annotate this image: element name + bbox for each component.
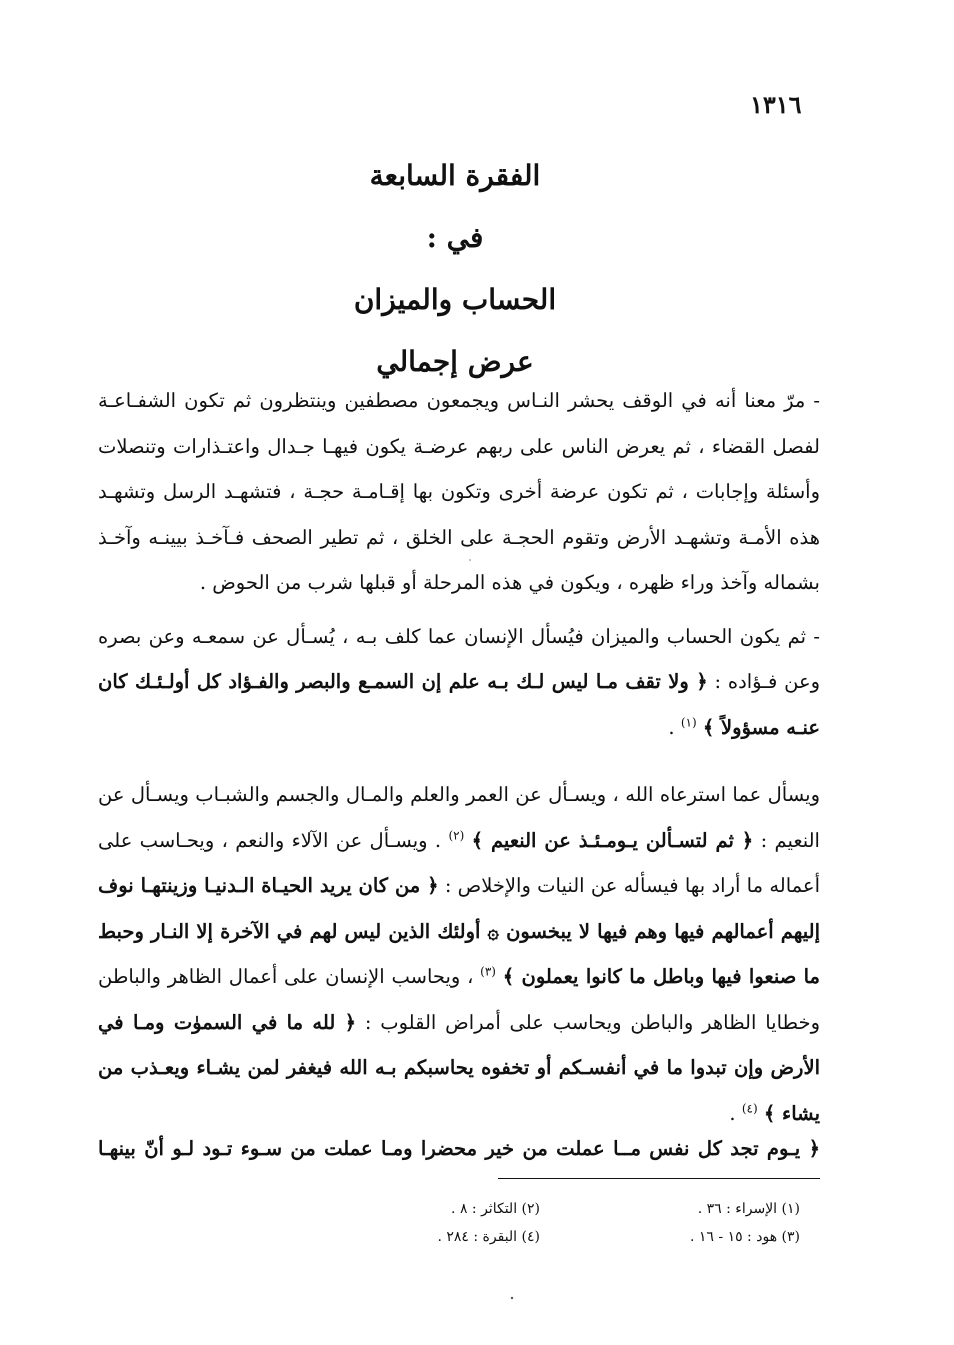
- footnote-row: [280, 1223, 800, 1251]
- paragraph-text: ، ويحاسب الإنسان على أعمال الظاهر والباطن وخطايا الظاهر والباطن ويحاسب على أمراض القلوب :: [98, 965, 820, 1034]
- footnote-3: (٣) هود : ١٥ - ١٦ .: [689, 1229, 800, 1245]
- sentence-end: .: [668, 715, 675, 739]
- quran-quote: ﴿ لله ما في السموٰت ومـا في الأرض وإن تبدوا ما في أنفسـكم أو تخفوه يحاسبكم بـه الله فيغفر لمن يشـاء ويعـذب من يشاء ﴾: [98, 1010, 820, 1125]
- footnote-2: (٢) التكاثر : ٨ .: [451, 1201, 540, 1217]
- quran-quote-continued: ﴿ يـوم تجد كل نفس مــا عملت من خير محضرا ومـا عملت من سـوء تـود لـو أنّ بينهـا: [98, 1137, 820, 1160]
- page-number: ١٣١٦: [750, 90, 802, 119]
- paragraph-text: ويسأل عما استرعاه الله ، ويسـأل عن العمر والعلم والمـال والجسم والشبـاب ويسـأل عن النعيم :: [98, 783, 820, 852]
- footnote-divider: [498, 1178, 820, 1179]
- footnote-1: (١) الإسراء : ٣٦ .: [697, 1201, 800, 1217]
- footnote-ref: (٢): [448, 828, 465, 842]
- sentence-end: .: [729, 1101, 736, 1125]
- quran-quote: ﴿ من كان يريد الحيـاة الـدنيـا وزينتهـا نوف إليهم أعمالهم فيها وهم فيها لا يبخسون ۞ أولئك الذين ليس لهم في الآخرة إلا النـار وحبط ما صنعوا فيها وباطل ما كانوا يعملون ﴾: [98, 874, 821, 988]
- footnote-ref: (١): [680, 715, 697, 729]
- footnote-ref: (٣): [480, 964, 496, 979]
- quran-quote: ﴿ ولا تقف مـا ليس لـك بـه علم إن السمـع والبصر والفـؤاد كل أولـئـك كان عنـه مسؤولاً ﴾: [98, 670, 820, 739]
- heading-topic: الحساب والميزان: [353, 283, 557, 316]
- quran-quote: ﴿ ثم لتسـألن يـومـئـذ عن النعيم ﴾: [471, 828, 754, 852]
- heading-in: في :: [426, 221, 484, 254]
- body-text: [98, 378, 820, 1136]
- paragraph-intro: - مرّ معنا أنه في الوقف يحشر النـاس ويجمعون مصطفين وينتظرون ثم تكون الشفـاعـة لفصل القضاء ، ثم يعرض الناس على ربهم عرضـة يكون فيهـا جـدال واعتـذارات وتنصلات وأسئلة وإجابات ، ثم تكون عرضة أخرى وتكون بها إقـامـة حجـة ، فتشهـد الرسل وتشهـد هذه الأمـة وتشهـد الأرض وتقوم الحجـة على الخلق ، ثم تطير الصحف فـآخـذ بيينـه وآخـذ بشماله وآخذ وراء ظهره ، ويكون في هذه المرحلة أو قبلها شرب من الحوض .: [98, 389, 820, 594]
- heading-overview: عرض إجمالي: [376, 345, 534, 378]
- footnote-4: (٤) البقرة : ٢٨٤ .: [437, 1229, 540, 1245]
- paragraph-reckoning-text: - ثم يكون الحساب والميزان فيُسأل الإنسان عما كلف بـه ، يُسـأل عن سمعـه وعن بصره وعن فـؤاده :: [98, 624, 820, 693]
- section-headings: [250, 145, 660, 393]
- footnotes: [280, 1195, 800, 1251]
- heading-section-title: الفقرة السابعة: [369, 159, 541, 192]
- paragraph-reckoning: [98, 614, 820, 751]
- paragraph-text: . ويسـأل عن الآلاء والنعم ، ويحـاسب على أعماله ما أراد بها فيسأله عن النيات والإخلاص :: [98, 828, 820, 897]
- paragraph-questioning: [98, 772, 820, 1136]
- footnote-ref: (٤): [741, 1101, 758, 1115]
- scan-speck: [511, 1297, 513, 1299]
- footnote-row: [280, 1195, 800, 1223]
